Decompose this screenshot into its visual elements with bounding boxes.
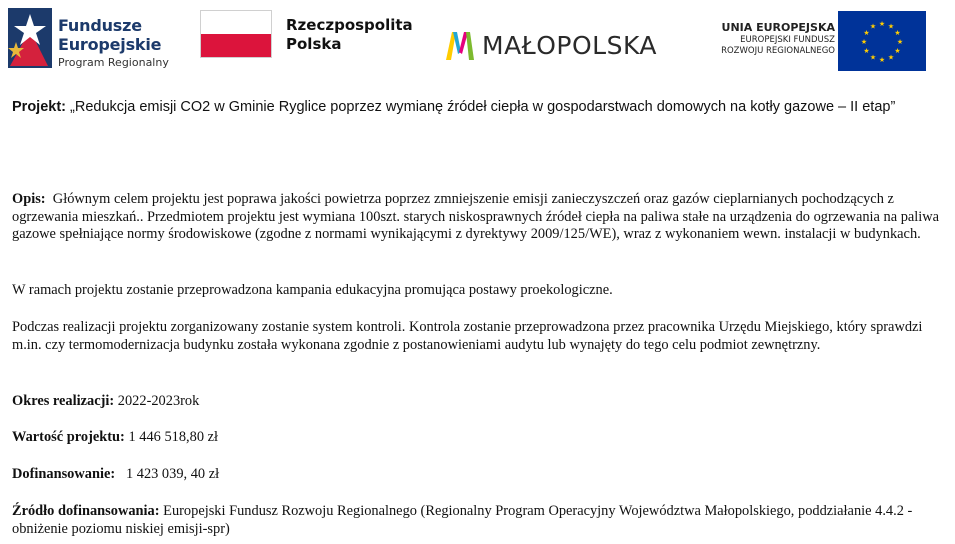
opis-text: Głównym celem projektu jest poprawa jakości powietrza poprzez zmniejszenie emisji zanieczyszczeń oraz gazów cieplarnianych pochodzących z ogrzewania mieszkań.. Przedmiotem projektu jest wymiana 100szt. starych niskosprawnych źródeł ciepła na paliwa stałe na urządzenia do ogrzewania na paliwa gazowe spełniające normy środowiskowe (zgodne z normami wynikającymi z dyrektywy 2009/125/WE), wraz z wykonaniem wewn. instalacji w budynkach.: [12, 191, 940, 242]
zrodlo-value: Europejski Fundusz Rozwoju Regionalnego (Regionalny Program Operacyjny Województwa Małopolskiego, poddziałanie 4.4.2 - obniżenie poziomu niskiej emisji-spr): [12, 503, 913, 537]
zrodlo-label: Źródło dofinansowania:: [12, 503, 160, 519]
fundusze-star-emblem-icon: [8, 8, 52, 68]
polska-line1: Rzeczpospolita: [286, 16, 413, 34]
okres-value: 2022-2023rok: [117, 393, 200, 409]
fundusze-line1: Fundusze: [58, 16, 142, 35]
svg-text:★: ★: [869, 53, 877, 62]
dofinansowanie-paragraph: [12, 466, 219, 484]
polska-text: [286, 16, 413, 54]
fundusze-text: [58, 16, 169, 72]
svg-text:★: ★: [894, 47, 901, 55]
opis-label: Opis:: [12, 191, 46, 207]
malopolska-m-mark-icon: [446, 30, 474, 60]
project-label: Projekt:: [12, 99, 66, 115]
wartosc-paragraph: [12, 429, 218, 447]
svg-text:★: ★: [863, 29, 870, 37]
svg-text:★: ★: [860, 38, 868, 46]
svg-text:★: ★: [894, 29, 901, 37]
project-title: „Redukcja emisji CO2 w Gminie Ryglice poprzez wymianę źródeł ciepła w gospodarstwach domowych na kotły gazowe – II etap”: [70, 99, 896, 115]
svg-text:★: ★: [869, 22, 877, 31]
svg-text:★: ★: [887, 22, 895, 31]
svg-text:★: ★: [878, 56, 886, 64]
svg-text:★: ★: [878, 20, 886, 28]
unia-line1: UNIA EUROPEJSKA: [721, 21, 835, 34]
unia-line3: ROZWOJU REGIONALNEGO: [721, 46, 835, 56]
fundusze-line3: Program Regionalny: [58, 56, 169, 69]
logo-bar: [0, 0, 955, 85]
unia-text: [721, 21, 835, 57]
malopolska-logo: [446, 26, 686, 66]
zrodlo-paragraph: [12, 503, 942, 538]
wartosc-value: 1 446 518,80 zł: [128, 429, 219, 445]
malopolska-text: MAŁOPOLSKA: [482, 31, 658, 60]
svg-text:★: ★: [896, 38, 904, 46]
okres-paragraph: [12, 393, 199, 411]
polska-line2: Polska: [286, 35, 342, 53]
kontrola-paragraph: Podczas realizacji projektu zorganizowany zostanie system kontroli. Kontrola zostanie przeprowadzona przez pracownika Urzędu Miejskiego, który sprawdzi m.in. czy termomodernizacja budynku została wykonana zgodnie z postanowieniami audytu lub wynajęty do tego celu podmiot zewnętrzny.: [12, 319, 923, 353]
wartosc-label: Wartość projektu:: [12, 429, 125, 445]
opis-paragraph: [12, 191, 942, 244]
unia-line2: EUROPEJSKI FUNDUSZ: [740, 35, 835, 45]
svg-text:★: ★: [887, 53, 895, 62]
okres-label: Okres realizacji:: [12, 393, 115, 409]
unia-europejska-logo: [698, 11, 928, 73]
fundusze-europejskie-logo: [8, 8, 178, 74]
rzeczpospolita-polska-logo: [200, 10, 415, 65]
eu-flag-icon: [838, 11, 926, 71]
dofinansowanie-value: 1 423 039, 40 zł: [125, 466, 220, 482]
svg-text:★: ★: [863, 47, 870, 55]
project-heading: [12, 97, 947, 117]
fundusze-line2: Europejskie: [58, 35, 162, 54]
polish-flag-icon: [200, 10, 272, 58]
kampania-paragraph: W ramach projektu zostanie przeprowadzona kampania edukacyjna promująca postawy proekologiczne.: [12, 282, 613, 298]
dofinansowanie-label: Dofinansowanie:: [12, 466, 116, 482]
